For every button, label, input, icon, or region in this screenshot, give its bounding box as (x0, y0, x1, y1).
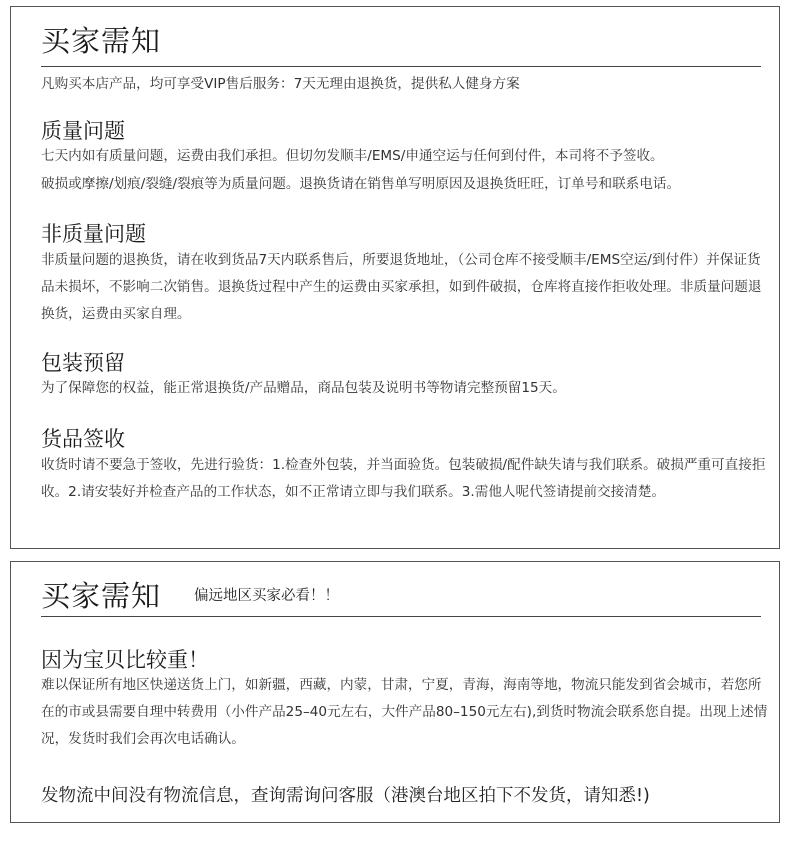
section-heading-non-quality: 非质量问题 (41, 222, 146, 246)
section-heading-quality: 质量问题 (41, 119, 125, 143)
section-heading-packaging: 包装预留 (41, 351, 125, 375)
title-divider (41, 66, 761, 67)
logistics-footer-note: 发物流中间没有物流信息，查询需询问客服（港澳台地区拍下不发货，请知悉!) (41, 786, 650, 806)
receipt-text: 收货时请不要急于签收，先进行验货：1.检查外包装，并当面验货。包装破损/配件缺失请与我们联系。破损严重可直接拒收。2.请安装好并检查产品的工作状态，如不正常请立即与我们联系。3.需他人呢代签请提前交接清楚。 (41, 457, 766, 500)
packaging-text: 为了保障您的权益，能正常退换货/产品赠品，商品包装及说明书等物请完整预留15天。 (41, 380, 566, 396)
panel-title: 买家需知 (41, 579, 162, 613)
after-sales-intro: 凡购买本店产品，均可享受VIP售后服务：7天无理由退换货，提供私人健身方案 (41, 76, 520, 92)
remote-area-notice-panel (10, 561, 780, 823)
remote-area-text: 难以保证所有地区快递送货上门，如新疆，西藏，内蒙，甘肃，宁夏，青海，海南等地，物流只能发到省会城市，若您所在的市或县需要自理中转费用（小件产品25–40元左右，大件产品80–150元左右),到货时物流会联系您自提。出现上述情况，发货时我们会再次电话确认。 (41, 677, 768, 747)
heavy-item-heading: 因为宝贝比较重！ (41, 648, 209, 672)
quality-line-2: 破损或摩擦/划痕/裂缝/裂痕等为质量问题。退换货请在销售单写明原因及退换货旺旺，订单号和联系电话。 (41, 176, 681, 192)
remote-area-subtitle: 偏远地区买家必看！！ (194, 588, 339, 604)
panel-title: 买家需知 (41, 24, 162, 58)
quality-line-1: 七天内如有质量问题，运费由我们承担。但切勿发顺丰/EMS/申通空运与任何到付件，本司将不予签收。 (41, 148, 664, 164)
non-quality-text: 非质量问题的退换货，请在收到货品7天内联系售后，所要退货地址，（公司仓库不接受顺丰/EMS空运/到付件）并保证货品未损坏，不影响二次销售。退换货过程中产生的运费由买家承担，如到件破损，仓库将直接作拒收处理。非质量问题退换货，运费由买家自理。 (41, 252, 762, 322)
buyer-notice-panel (10, 6, 780, 549)
section-heading-receipt: 货品签收 (41, 427, 125, 451)
title-divider (41, 616, 761, 617)
